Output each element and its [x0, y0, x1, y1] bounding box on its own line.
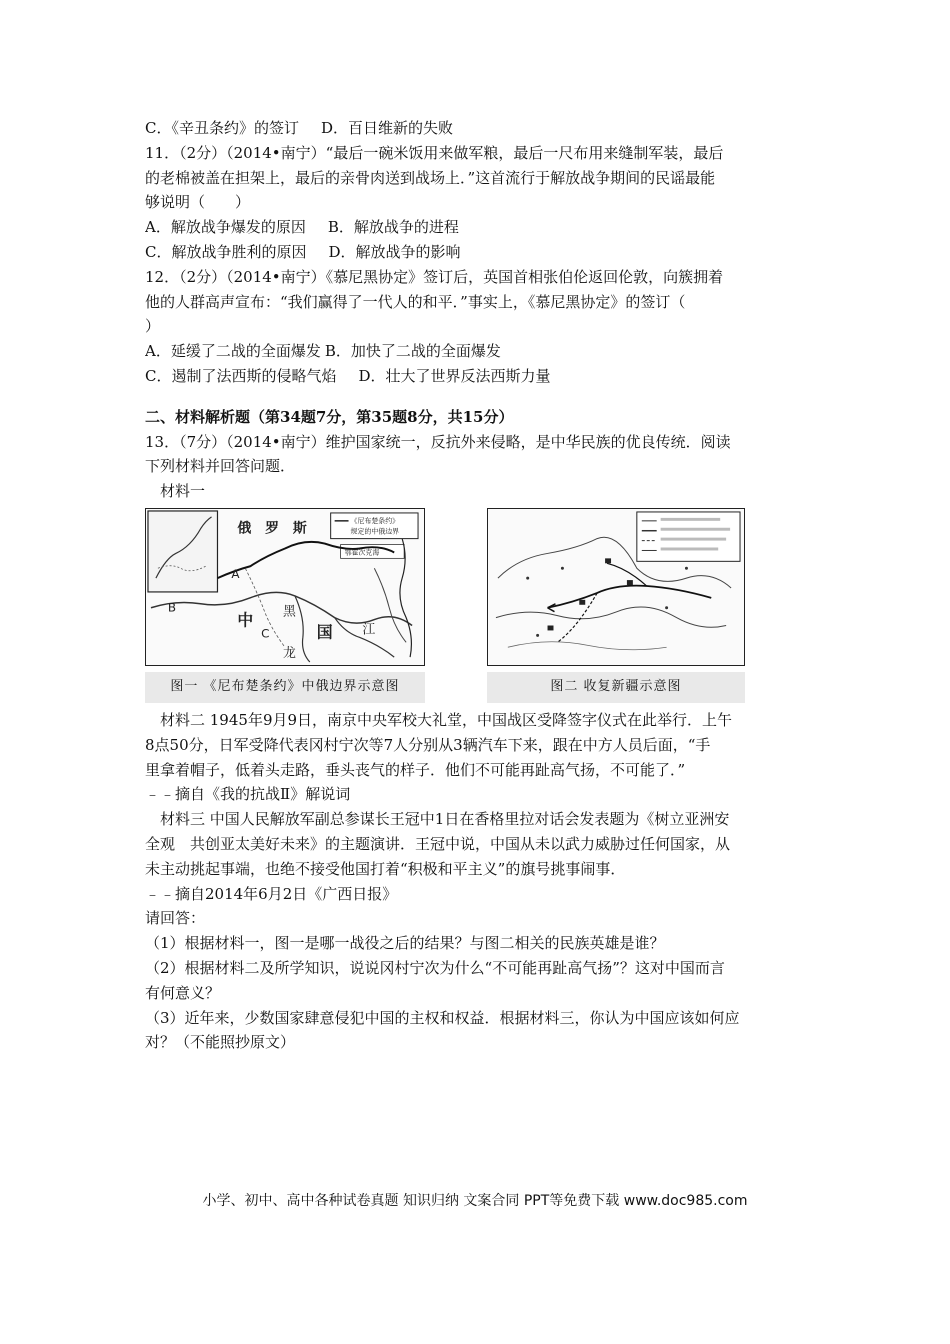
- q10-option-c: C．《辛丑条约》的签订: [145, 119, 299, 137]
- sub-question-3-line-2: 对？（不能照抄原文）: [145, 1033, 296, 1052]
- sub-question-3-line-1: （3）近年来，少数国家肆意侵犯中国的主权和权益．根据材料三，你认为中国应该如何应: [145, 1008, 740, 1027]
- q11-line-3: 够说明（ ）: [145, 193, 251, 212]
- material-2-line-1: 材料二 1945年9月9日，南京中央军校大礼堂，中国战区受降签字仪式在此举行．上午: [160, 710, 733, 729]
- q12-line-2: 他的人群高声宣布：“我们赢得了一代人的和平．”事实上，《慕尼黑协定》的签订（: [145, 292, 686, 311]
- label-long: 龙: [283, 646, 296, 662]
- q11-options-ab: [145, 215, 815, 240]
- material-2-line-2: 8点50分，日军受降代表冈村宁次等7人分别从3辆汽车下来，跟在中方人员后面，“手: [145, 735, 711, 754]
- q12-line-3: ）: [145, 317, 161, 336]
- q13-line-2: 下列材料并回答问题．: [145, 457, 296, 476]
- q12-line-1: 12．（2分）（2014•南宁）《慕尼黑协定》签订后，英国首相张伯伦返回伦敦，向簇拥着: [145, 267, 724, 286]
- figures-row: [145, 508, 815, 704]
- q12-option-d: D．壮大了世界反法西斯力量: [358, 366, 551, 385]
- q10-options-cd: [145, 116, 815, 141]
- figure-2: [487, 508, 745, 703]
- footer-text: 小学、初中、高中各种试卷真题 知识归纳 文案合同 PPT等免费下载: [202, 1193, 620, 1209]
- label-russia: 俄 罗 斯: [237, 520, 307, 537]
- figure-2-caption: 图二 收复新疆示意图: [487, 672, 745, 703]
- figure-1-caption: 图一 《尼布楚条约》中俄边界示意图: [145, 672, 425, 703]
- footer-site-link[interactable]: www.doc985.com: [623, 1193, 748, 1209]
- sub-question-2-line-1: （2）根据材料二及所学知识，说说冈村宁次为什么“不可能再趾高气扬”？这对中国而言: [145, 958, 725, 977]
- label-c: C: [261, 626, 270, 641]
- q10-option-d: D．百日维新的失败: [320, 119, 454, 137]
- q12-option-a: A．延缓了二战的全面爆发: [145, 342, 321, 361]
- material-3-line-2: 全观 共创亚太美好未来》的主题演讲．王冠中说，中国从未以武力威胁过任何国家，从: [145, 834, 731, 853]
- q11-option-c: C．解放战争胜利的原因: [145, 242, 307, 261]
- page-footer: [0, 1190, 950, 1210]
- q11-line-2: 的老棉被盖在担架上，最后的亲骨肉送到战场上．”这首流行于解放战争期间的民谣最能: [145, 168, 716, 187]
- figure-1: [145, 508, 425, 703]
- section-2-title: 二、材料解析题（第34题7分，第35题8分，共15分）: [145, 407, 514, 426]
- legend-line-2: 规定的中俄边界: [350, 527, 400, 536]
- legend-line-1: 《尼布楚条约》: [350, 516, 400, 525]
- label-jiang: 江: [362, 622, 376, 638]
- q11-option-d: D．解放战争的影响: [328, 242, 461, 261]
- q11-option-a: A．解放战争爆发的原因: [145, 218, 306, 237]
- sub-question-2-line-2: 有何意义？: [145, 983, 221, 1002]
- q12-options-ab: [145, 339, 815, 364]
- q11-option-b: B．解放战争的进程: [327, 218, 459, 237]
- label-hei: 黑: [283, 604, 296, 620]
- nerchinsk-border-map: [145, 508, 425, 666]
- q13-line-1: 13．（7分）（2014•南宁）维护国家统一，反抗外来侵略，是中华民族的优良传统．阅读: [145, 432, 731, 451]
- label-zhong: 中: [237, 610, 254, 630]
- material-2-line-3: 里拿着帽子，低着头走路，垂头丧气的样子．他们不可能再趾高气扬，不可能了．”: [145, 760, 686, 779]
- q12-option-c: C．遏制了法西斯的侵略气焰: [145, 366, 337, 385]
- xinjiang-recovery-map: [487, 508, 745, 666]
- sea-label: 鄂霍次克海: [344, 548, 380, 557]
- sub-question-1: （1）根据材料一，图一是哪一战役之后的结果？与图二相关的民族英雄是谁？: [145, 934, 665, 953]
- label-a: A: [231, 567, 240, 582]
- document-body: [145, 116, 815, 1055]
- q12-options-cd: [145, 364, 815, 389]
- material-3-source: ﹣﹣摘自2014年6月2日《广西日报》: [145, 884, 398, 903]
- q11-options-cd: [145, 240, 815, 265]
- material-3-line-3: 未主动挑起事端，也绝不接受他国打着“积极和平主义”的旗号挑事闹事．: [145, 859, 626, 878]
- material-1-label: 材料一: [160, 482, 206, 501]
- q12-option-b: B．加快了二战的全面爆发: [324, 342, 501, 361]
- q11-line-1: 11．（2分）（2014•南宁）“最后一碗米饭用来做军粮，最后一尺布用来缝制军装，最后: [145, 143, 724, 162]
- label-b: B: [167, 600, 177, 615]
- material-2-source: ﹣﹣摘自《我的抗战Ⅱ》解说词: [145, 785, 351, 804]
- label-guo: 国: [316, 622, 333, 642]
- answer-prompt: 请回答：: [145, 909, 206, 928]
- material-3-line-1: 材料三 中国人民解放军副总参谋长王冠中1日在香格里拉对话会发表题为《树立亚洲安: [160, 810, 730, 829]
